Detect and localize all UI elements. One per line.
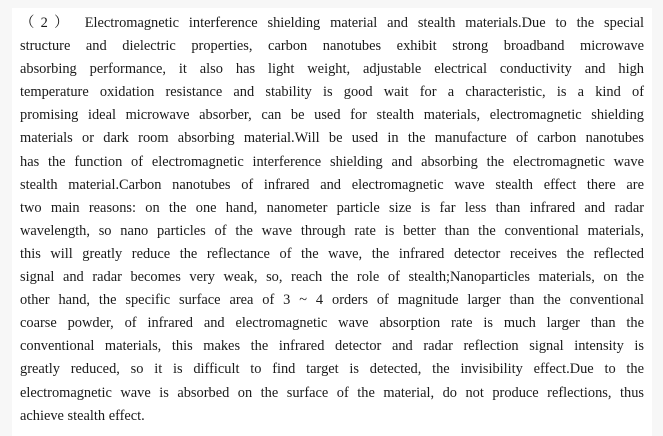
text-line: has the function of electromagnetic interference shielding and absorbing the electromagnetic wave — [20, 153, 644, 170]
text-line: promising ideal microwave absorber, can be used for stealth materials, electromagnetic shielding — [20, 107, 644, 124]
paragraph-emi-shielding-stealth — [20, 12, 644, 428]
text-line: two main reasons: on the one hand, nanometer particle size is far less than infrared and radar — [20, 199, 644, 216]
text-line: conventional materials, this makes the infrared detector and radar reflection signal intensity is — [20, 338, 644, 355]
text-line: stealth material.Carbon nanotubes of infrared and electromagnetic wave stealth effect there are — [20, 176, 644, 193]
text-line: temperature oxidation resistance and stability is good wait for a characteristic, is a kind of — [20, 84, 644, 101]
text-line: greatly reduced, so it is difficult to find target is detected, the invisibility effect.Due to the — [20, 361, 644, 378]
document-page — [12, 8, 652, 436]
text-line: （2） Electromagnetic interference shielding material and stealth materials.Due to the special — [20, 15, 644, 31]
text-line: signal and radar becomes very weak, so, reach the role of stealth;Nanoparticles materials, on the — [20, 269, 644, 286]
text-line: structure and dielectric properties, carbon nanotubes exhibit strong broadband microwave — [20, 38, 644, 55]
text-line: achieve stealth effect. — [20, 407, 145, 424]
text-line: other hand, the specific surface area of 3 ~ 4 orders of magnitude larger than the conventional — [20, 292, 644, 309]
text-line: coarse powder, of infrared and electromagnetic wave absorption rate is much larger than the — [20, 315, 644, 332]
text-line: absorbing performance, it also has light weight, adjustable electrical conductivity and high — [20, 61, 644, 78]
text-line: electromagnetic wave is absorbed on the surface of the material, do not produce reflections, thus — [20, 384, 644, 401]
text-line: wavelength, so nano particles of the wave through rate is better than the conventional materials, — [20, 222, 644, 239]
text-line: this will greatly reduce the reflectance of the wave, the infrared detector receives the reflected — [20, 245, 644, 262]
text-line: materials or dark room absorbing material.Will be used in the manufacture of carbon nanotubes — [20, 130, 644, 147]
